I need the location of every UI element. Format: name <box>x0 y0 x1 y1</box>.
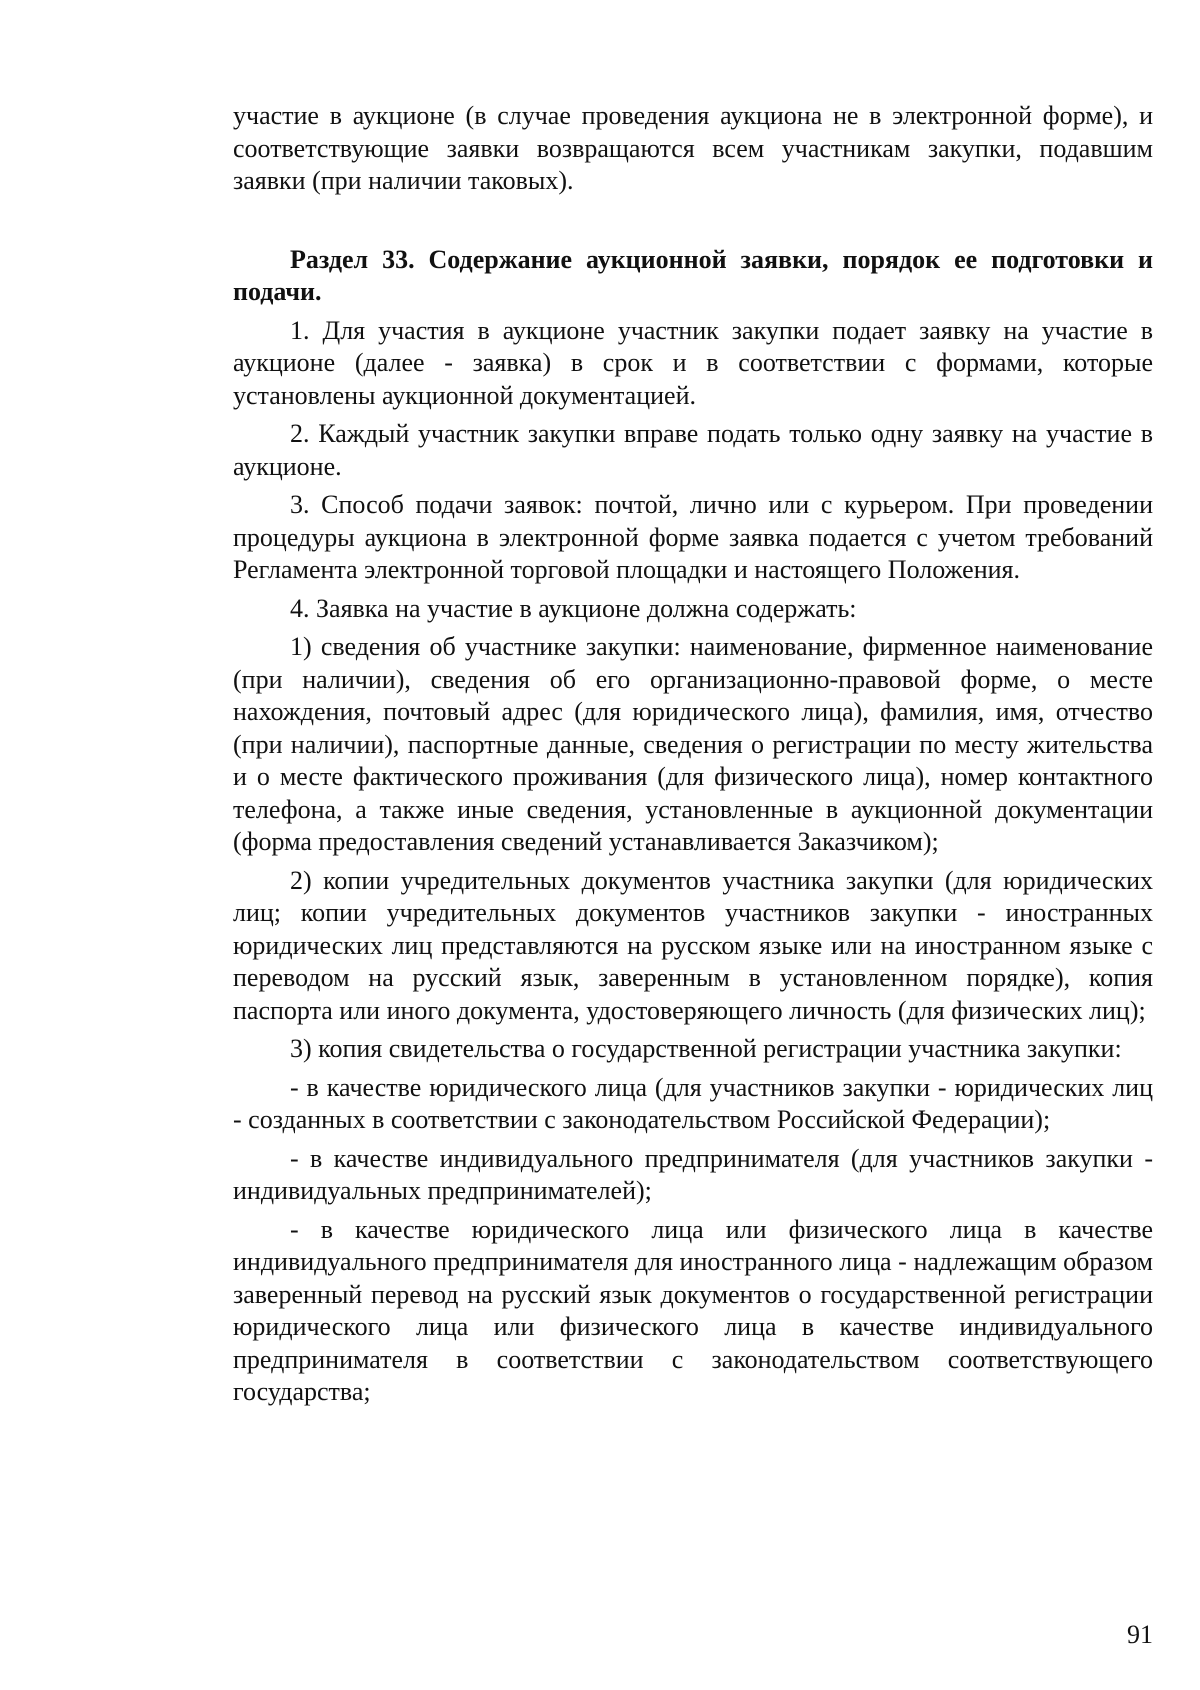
paragraph-1: 1. Для участия в аукционе участник закупки подает заявку на участие в аукционе (далее - заявка) в срок и в соответствии с формами, которые установлены аукционной документацией. <box>233 315 1153 410</box>
subitem-3: 3) копия свидетельства о государственной регистрации участника закупки: <box>290 1034 1122 1063</box>
paragraph-4: 4. Заявка на участие в аукционе должна содержать: <box>290 593 857 623</box>
paragraph-2: 2. Каждый участник закупки вправе подать только одну заявку на участие в аукционе. <box>233 419 1153 481</box>
intro-paragraph: участие в аукционе (в случае проведения аукциона не в электронной форме), и соответствующие заявки возвращаются всем участникам закупки, подавшим заявки (при наличии таковых). <box>233 101 1153 195</box>
dash-item-2: - в качестве индивидуального предпринимателя (для участников закупки - индивидуальных предпринимателей); <box>233 1143 1153 1205</box>
page-number: 91 <box>1127 1620 1153 1649</box>
paragraph-3: 3. Способ подачи заявок: почтой, лично или с курьером. При проведении процедуры аукциона в электронной форме заявка подается с учетом требований Регламента электронной торговой площадки и настоящего Положения. <box>233 490 1153 584</box>
document-body <box>233 100 1153 1409</box>
subitem-2: 2) копии учредительных документов участника закупки (для юридических лиц; копии учредительных документов участников закупки - иностранных юридических лиц представляются на русском языке или на иностранном языке с переводом на русский язык, заверенным в установленном порядке), копия паспорта или иного документа, удостоверяющего личность (для физических лиц); <box>233 865 1153 1025</box>
dash-item-3: - в качестве юридического лица или физического лица в качестве индивидуального предпринимателя для иностранного лица - надлежащим образом заверенный перевод на русский язык документов о государственной регистрации юридического лица или физического лица в качестве индивидуального предпринимателя в соответствии с законодательством соответствующего государства; <box>233 1214 1153 1406</box>
dash-item-1: - в качестве юридического лица (для участников закупки - юридических лиц - созданных в соответствии с законодательством Российской Федерации); <box>233 1072 1153 1134</box>
subitem-1: 1) сведения об участнике закупки: наименование, фирменное наименование (при наличии), сведения об его организационно-правовой форме, о месте нахождения, почтовый адрес (для юридического лица), фамилия, имя, отчество (при наличии), паспортные данные, сведения о регистрации по месту жительства и о месте фактического проживания (для физического лица), номер контактного телефона, а также иные сведения, установленные в аукционной документации (форма предоставления сведений устанавливается Заказчиком); <box>233 632 1153 856</box>
section-heading: Раздел 33. Содержание аукционной заявки, порядок ее подготовки и подачи. <box>233 244 1153 306</box>
